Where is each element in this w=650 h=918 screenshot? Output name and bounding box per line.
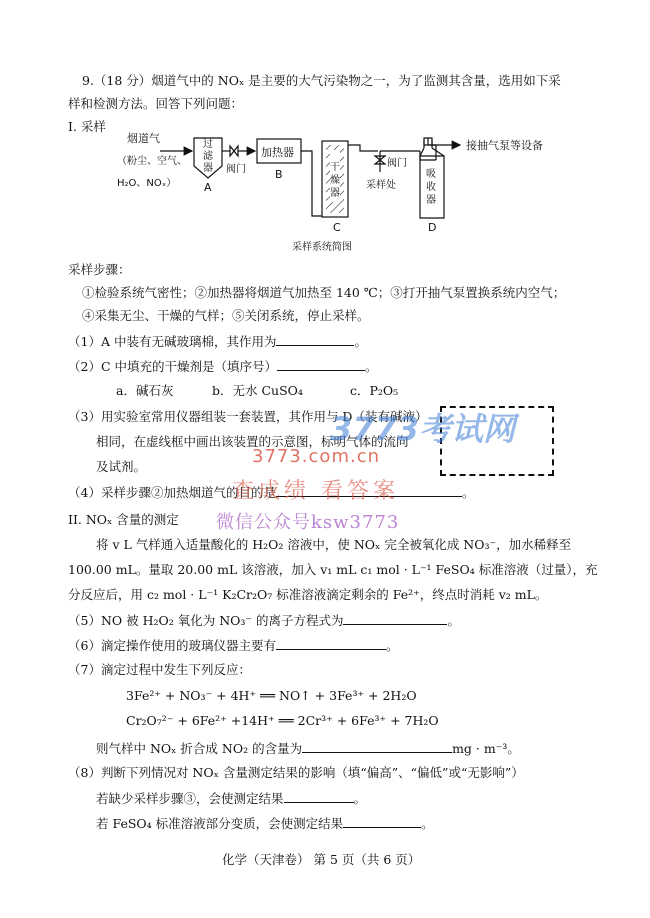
answer-blank-1[interactable] <box>276 333 354 346</box>
question-2-text: （2）C 中填充的干燥剂是（填序号） <box>68 359 277 374</box>
question-5 <box>68 612 460 629</box>
watermark-logo: 3773考试网 <box>330 410 516 448</box>
watermark-slogan: 查成绩 看答案 <box>232 479 399 504</box>
absorber-char-2: 收 <box>426 182 436 193</box>
question-2-end: 。 <box>365 359 378 374</box>
answer-blank-8a[interactable] <box>284 790 354 803</box>
question-1-end: 。 <box>354 334 367 349</box>
question-8a-text: 若缺少采样步骤③，会使测定结果 <box>96 791 284 806</box>
watermark-wechat: 微信公众号ksw3773 <box>216 512 400 533</box>
page-footer: 化学（天津卷） 第 5 页（共 6 页） <box>222 852 421 867</box>
question-4-end: 。 <box>461 485 475 500</box>
paragraph-line2: 100.00 mL。量取 20.00 mL 该溶液，加入 v₁ mL c₁ mol · L⁻¹ FeSO₄ 标准溶液（过量），充 <box>68 562 598 577</box>
absorber-char-3: 器 <box>426 195 436 206</box>
answer-blank-7[interactable] <box>302 740 452 753</box>
absorber-char-1: 吸 <box>426 169 436 180</box>
option-b: b．无水 CuSO₄ <box>212 383 303 398</box>
question-8b-text: 若 FeSO₄ 标准溶液部分变质，会使测定结果 <box>96 816 344 831</box>
watermark-url: 3773.com.cn <box>252 446 380 467</box>
answer-blank-5[interactable] <box>343 612 447 625</box>
question-5-text: （5）NO 被 H₂O₂ 氧化为 NO₃⁻ 的离子方程式为 <box>68 613 344 628</box>
question-9-intro-line1: 9.（18 分）烟道气中的 NOₓ 是主要的大气污染物之一，为了监测其含量，选用如下采 <box>82 73 561 88</box>
sampling-point-label: 采样处 <box>366 180 396 191</box>
question-6-end: 。 <box>385 638 399 653</box>
section-2-title: II. NOₓ 含量的测定 <box>68 512 179 527</box>
steps-title: 采样步骤： <box>68 262 131 277</box>
section-1-title: I. 采样 <box>68 119 106 134</box>
question-8b <box>96 815 434 832</box>
question-3-line2: 相同，在虚线框中画出该装置的示意图，标明气体的流向 <box>96 434 409 449</box>
steps-line1: ①检验系统气密性；②加热器将烟道气加热至 140 ℃；③打开抽气泵置换系统内空气； <box>82 285 566 300</box>
filter-char-1: 过 <box>203 139 213 150</box>
paragraph-line1: 将 v L 气样通入适量酸化的 H₂O₂ 溶液中，使 NOₓ 完全被氧化成 NO₃⁻，加水稀释至 <box>96 537 572 552</box>
valve2-label: 阀门 <box>387 158 407 169</box>
equation-2: Cr₂O₇²⁻ + 6Fe²⁺ +14H⁺ ══ 2Cr³⁺ + 6Fe³⁺ + 7H₂O <box>126 713 439 728</box>
dryer-letter: C <box>333 221 341 234</box>
dryer-char-3: 器 <box>330 188 340 199</box>
filter-char-3: 器 <box>203 163 213 174</box>
question-8a-end: 。 <box>353 791 367 806</box>
valve1-label: 阀门 <box>226 164 246 175</box>
dryer-char-1: 干 <box>330 162 340 173</box>
answer-blank-6[interactable] <box>276 637 386 650</box>
question-3-line1: （3）用实验室常用仪器组装一套装置，其作用与 D（装有碱液） <box>68 409 428 424</box>
answer-blank-2[interactable] <box>277 358 365 371</box>
question-6 <box>68 637 398 654</box>
question-1-text: （1）A 中装有无碱玻璃棉，其作用为 <box>68 334 277 349</box>
sampling-system-diagram <box>0 0 650 260</box>
question-7-intro: （7）滴定过程中发生下列反应： <box>68 662 251 677</box>
question-7 <box>96 740 520 757</box>
question-7-text: 则气样中 NOₓ 折合成 NO₂ 的含量为 <box>96 741 303 756</box>
equation-1: 3Fe²⁺ + NO₃⁻ + 4H⁺ ══ NO↑ + 3Fe³⁺ + 2H₂O <box>126 688 417 703</box>
filter-char-2: 滤 <box>203 151 213 162</box>
question-5-end: 。 <box>447 613 460 628</box>
option-a: a．碱石灰 <box>116 383 174 398</box>
heater-letter: B <box>275 168 283 181</box>
question-8a <box>96 790 366 807</box>
diagram-caption: 采样系统简图 <box>292 242 352 253</box>
output-label: 接抽气泵等设备 <box>466 139 543 152</box>
option-c: c．P₂O₅ <box>350 383 399 398</box>
question-9-intro-line2: 样和检测方法。回答下列问题： <box>68 96 244 111</box>
flue-gas-label: 烟道气 <box>127 132 160 145</box>
question-8b-end: 。 <box>421 816 434 831</box>
question-8-intro: （8）判断下列情况对 NOₓ 含量测定结果的影响（填“偏高”、“偏低”或“无影响”） <box>68 765 524 780</box>
question-7-unit: mg · m⁻³。 <box>452 741 520 756</box>
steps-line2: ④采集无尘、干燥的气样；⑤关闭系统，停止采样。 <box>82 308 370 323</box>
flue-gas-components-label-2: H₂O、NOₓ） <box>117 178 177 189</box>
heater-label: 加热器 <box>261 146 294 159</box>
question-3-line3: 及试剂。 <box>96 459 147 474</box>
question-1 <box>68 333 367 350</box>
paragraph-line3: 分反应后，用 c₂ mol · L⁻¹ K₂Cr₂O₇ 标准溶液滴定剩余的 Fe²⁺，终点时消耗 v₂ mL。 <box>68 587 548 602</box>
absorber-letter: D <box>428 221 437 234</box>
flue-gas-components-label: （粉尘、空气、 <box>117 156 187 167</box>
answer-blank-8b[interactable] <box>343 815 421 828</box>
filter-letter: A <box>204 181 212 194</box>
question-6-text: （6）滴定操作使用的玻璃仪器主要有 <box>68 638 276 653</box>
question-2 <box>68 358 378 375</box>
dryer-char-2: 燥 <box>330 175 340 186</box>
question-4-text: （4）采样步骤②加热烟道气的目的是 <box>68 485 276 500</box>
